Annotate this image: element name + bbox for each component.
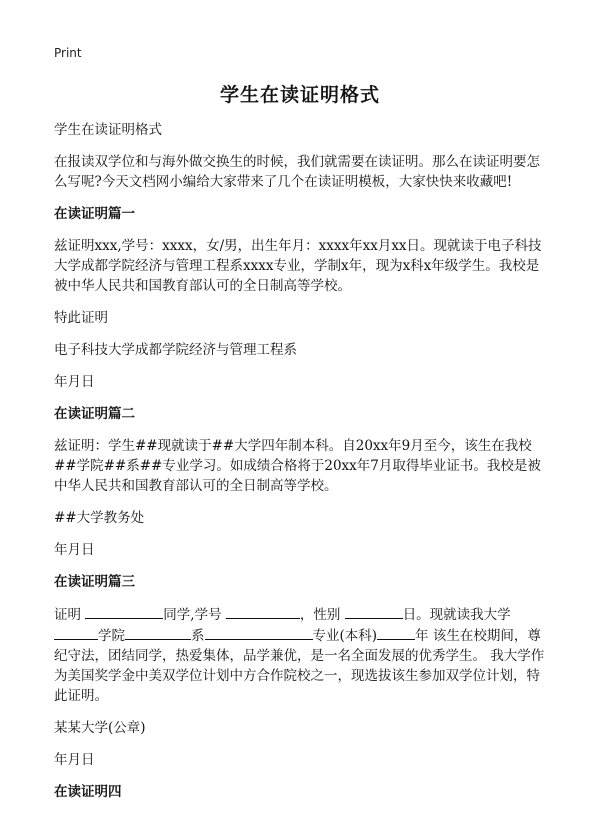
- section-1-issuer: 电子科技大学成都学院经济与管理工程系: [54, 342, 297, 358]
- section-2-body: 兹证明：学生##现就读于##大学四年制本科。自20xx年9月至今，该生在我校##学院##系##专业学习。如成绩合格将于20xx年7月取得毕业证书。我校是被中华人民共和国教育部认可的全日制高等学校。: [54, 438, 541, 494]
- s3-text-nian: 年: [415, 628, 429, 644]
- blank-major: [205, 625, 313, 640]
- s3-text-tongxue: 同学,: [163, 607, 195, 623]
- section-3-body: [54, 604, 550, 706]
- section-3-date: 年月日: [54, 752, 95, 768]
- print-link[interactable]: Print: [54, 46, 82, 60]
- section-1-special: 特此证明: [54, 310, 108, 326]
- section-4-heading: 在读证明四: [54, 784, 122, 800]
- document-body: [54, 120, 550, 802]
- blank-gender: [345, 604, 403, 619]
- s3-text-xuehao: 学号: [194, 607, 222, 623]
- s3-text-zhuanye: 专业(本科): [312, 628, 378, 644]
- blank-college: [54, 625, 98, 640]
- blank-student-id: [226, 604, 300, 619]
- section-1-body: 兹证明xxx,学号：xxxx，女/男，出生年月：xxxx年xx月xx日。现就读于电子科技大学成都学院经济与管理工程系xxxx专业，学制x年，现为x科x年级学生。我校是被中华人民共和国教育部认可的全日制高等学校。: [54, 238, 542, 294]
- subtitle: 学生在读证明格式: [54, 122, 162, 138]
- section-2-date: 年月日: [54, 542, 95, 558]
- s3-text-xingbie: ，性别: [299, 607, 341, 623]
- page-title: 学生在读证明格式: [219, 84, 380, 106]
- section-1-date: 年月日: [54, 374, 95, 390]
- s3-text-xueyuan: 学院: [98, 628, 125, 644]
- s3-text-ri: 日。现就读我大学: [402, 607, 511, 623]
- section-3-issuer: 某某大学(公章): [54, 720, 146, 736]
- blank-name: [85, 604, 163, 619]
- s3-text-xi: 系: [191, 628, 205, 644]
- blank-department: [125, 625, 191, 640]
- intro-paragraph: 在报读双学位和与海外做交换生的时候，我们就需要在读证明。那么在读证明要怎么写呢?今天文档网小编给大家带来了几个在读证明模板，大家快快来收藏吧!: [54, 154, 540, 190]
- section-3-heading: 在读证明篇三: [54, 574, 135, 590]
- section-2-heading: 在读证明篇二: [54, 406, 135, 422]
- s3-text-zhengming: 证明: [54, 607, 81, 623]
- blank-year: [377, 625, 415, 640]
- s3-text-rest: 该生在校期间，尊纪守法，团结同学，热爱集体，品学兼优，是一名全面发展的优秀学生。 我大学作为美国奖学金中美双学位计划中方合作院校之一，现选拔该生参加双学位计划，特此证明。: [54, 628, 545, 704]
- section-2-issuer: ##大学教务处: [54, 510, 145, 526]
- section-1-heading: 在读证明篇一: [54, 206, 135, 222]
